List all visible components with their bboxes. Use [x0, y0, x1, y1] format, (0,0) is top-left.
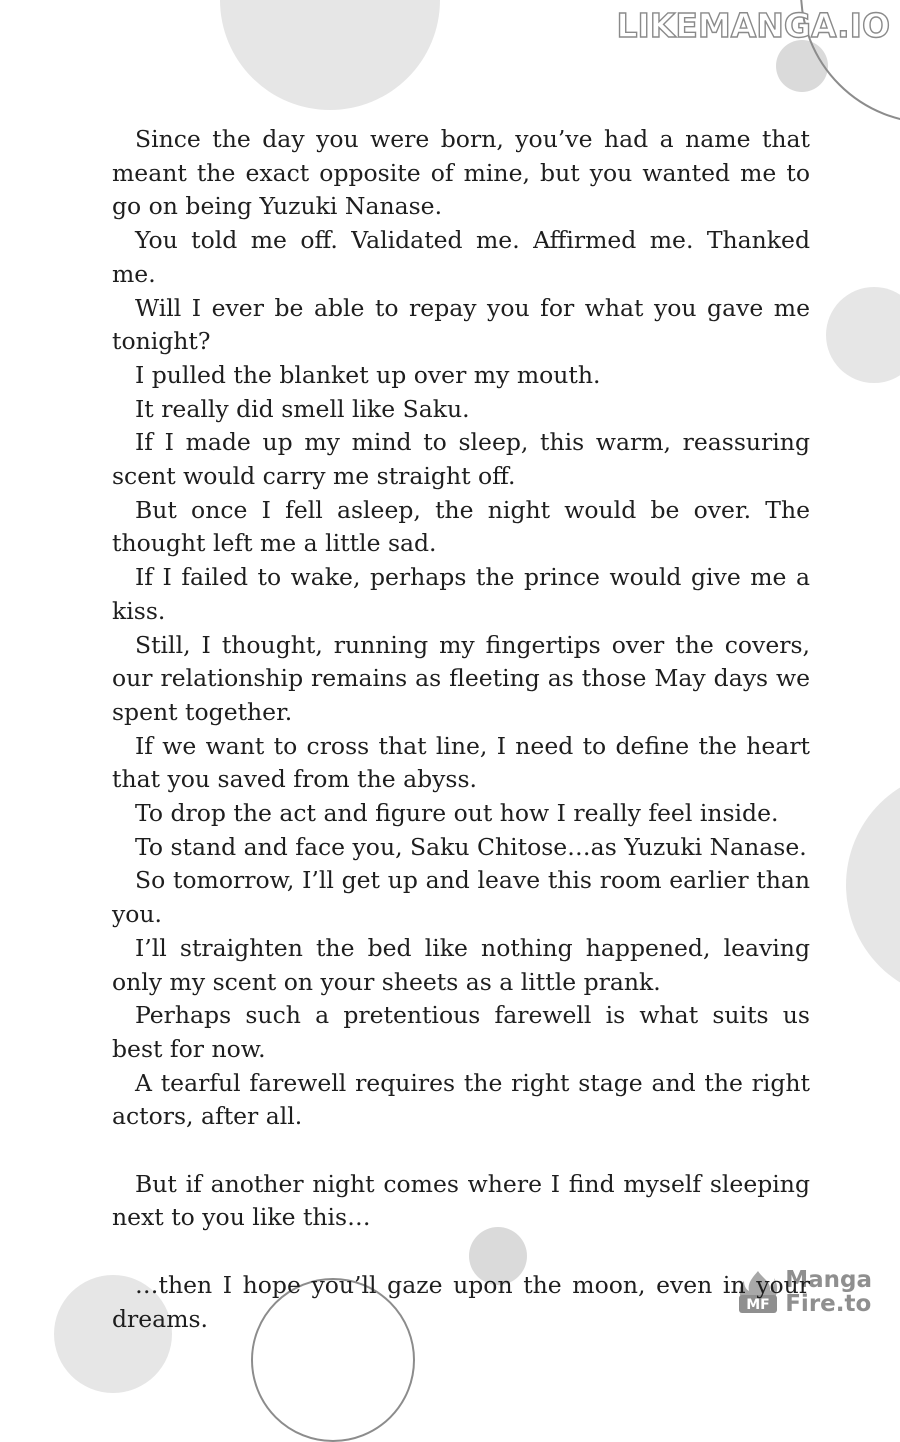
paragraph: If we want to cross that line, I need to define the heart that you saved from the abyss. — [112, 731, 810, 794]
paragraph: But if another night comes where I find myself sleeping next to you like this… — [112, 1169, 810, 1232]
decor-circle-right-mid — [826, 287, 900, 383]
paragraph: A tearful farewell requires the right stage and the right actors, after all. — [112, 1068, 810, 1131]
watermark-bottom-line1: Manga — [785, 1267, 872, 1293]
paragraph: To stand and face you, Saku Chitose…as Yuzuki Nanase. — [135, 832, 807, 861]
paragraph: Will I ever be able to repay you for what you gave me tonight? — [112, 293, 810, 356]
paragraph: You told me off. Validated me. Affirmed me. Thanked me. — [112, 226, 810, 288]
logo-letters: MF — [746, 1297, 770, 1313]
paragraph: It really did smell like Saku. — [135, 394, 470, 423]
section-gap — [112, 1134, 810, 1168]
paragraph: Still, I thought, running my fingertips over the covers, our relationship remains as fleeting as those May days we spent together. — [112, 630, 810, 726]
paragraph: …then I hope you’ll gaze upon the moon, even in your dreams. — [112, 1270, 810, 1333]
watermark-bottom-line2: Fire.to — [785, 1291, 872, 1317]
paragraph: If I failed to wake, perhaps the prince would give me a kiss. — [112, 563, 810, 625]
paragraph: I’ll straighten the bed like nothing happened, leaving only my scent on your sheets as a little prank. — [112, 933, 810, 996]
paragraph: If I made up my mind to sleep, this warm, reassuring scent would carry me straight off. — [112, 428, 810, 491]
paragraph: Since the day you were born, you’ve had a name that meant the exact opposite of mine, but you wanted me to go on being Yuzuki Nanase. — [112, 125, 810, 221]
decor-circle-right-lower — [846, 770, 900, 1000]
watermark-top: LIKEMANGA.IO — [616, 6, 890, 45]
paragraph: To drop the act and figure out how I really feel inside. — [135, 799, 779, 828]
decor-circle-top-center — [220, 0, 440, 110]
section-gap — [112, 1235, 810, 1269]
paragraph: I pulled the blanket up over my mouth. — [135, 360, 601, 389]
paragraph: So tomorrow, I’ll get up and leave this room earlier than you. — [112, 866, 810, 929]
paragraph: Perhaps such a pretentious farewell is what suits us best for now. — [112, 1001, 810, 1063]
page-text — [112, 123, 810, 1336]
paragraph: But once I fell asleep, the night would be over. The thought left me a little sad. — [112, 495, 810, 558]
